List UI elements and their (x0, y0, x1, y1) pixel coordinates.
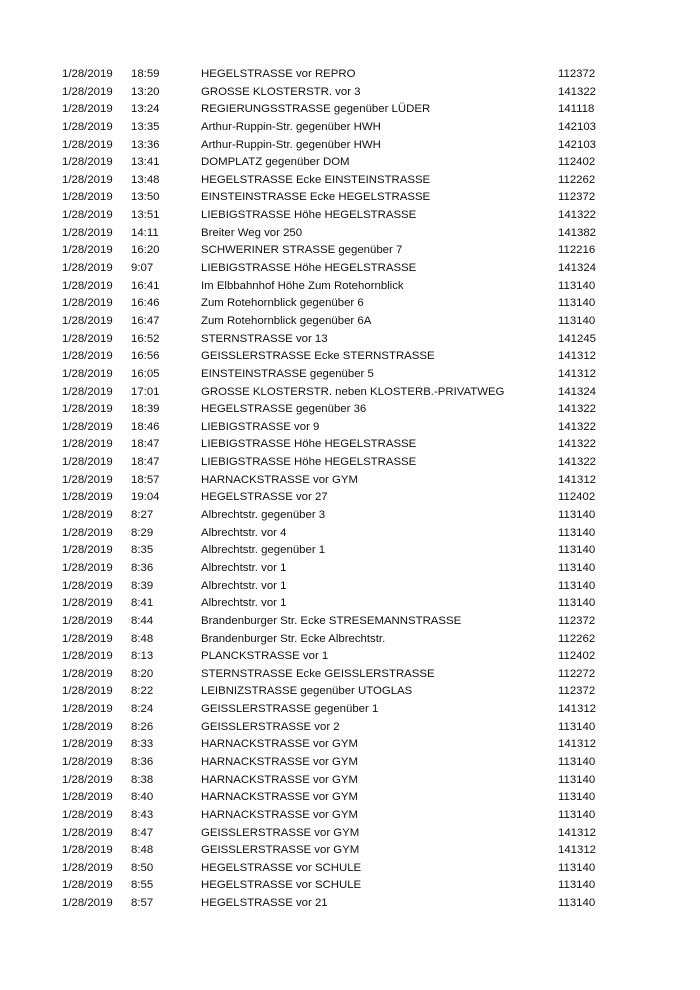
location-cell: LIEBIGSTRASSE Höhe HEGELSTRASSE (201, 209, 417, 222)
date-cell: 1/28/2019 (62, 332, 113, 345)
date-cell: 1/28/2019 (62, 544, 113, 557)
code-cell: 112262 (558, 173, 596, 186)
location-cell: REGIERUNGSSTRASSE gegenüber LÜDER (201, 103, 431, 116)
date-cell: 1/28/2019 (62, 614, 113, 627)
date-cell: 1/28/2019 (62, 509, 113, 522)
code-cell: 112402 (558, 156, 596, 169)
location-cell: Brandenburger Str. Ecke Albrechtstr. (201, 632, 386, 645)
location-cell: GEISSLERSTRASSE gegenüber 1 (201, 703, 379, 716)
code-cell: 141324 (558, 262, 597, 275)
time-cell: 16:52 (131, 332, 160, 345)
time-cell: 8:41 (131, 597, 154, 610)
code-cell: 142103 (558, 120, 597, 133)
time-cell: 8:55 (131, 879, 154, 892)
table-row (62, 860, 622, 878)
time-cell: 8:38 (131, 773, 154, 786)
code-cell: 141118 (558, 103, 595, 116)
time-cell: 8:20 (131, 667, 154, 680)
time-cell: 18:47 (131, 438, 160, 451)
code-cell: 112402 (558, 650, 596, 663)
time-cell: 8:39 (131, 579, 154, 592)
location-cell: LIEBIGSTRASSE vor 9 (201, 420, 320, 433)
location-cell: PLANCKSTRASSE vor 1 (201, 650, 329, 663)
code-cell: 113140 (558, 720, 596, 733)
date-cell: 1/28/2019 (62, 191, 113, 204)
time-cell: 8:26 (131, 720, 154, 733)
time-cell: 13:24 (131, 103, 160, 116)
date-cell: 1/28/2019 (62, 456, 113, 469)
table-row (62, 331, 622, 349)
date-cell: 1/28/2019 (62, 773, 113, 786)
table-row (62, 419, 622, 437)
table-row (62, 877, 622, 895)
date-cell: 1/28/2019 (62, 738, 113, 751)
location-cell: LIEBIGSTRASSE Höhe HEGELSTRASSE (201, 438, 417, 451)
date-cell: 1/28/2019 (62, 138, 113, 151)
table-row (62, 119, 622, 137)
code-cell: 141312 (558, 367, 597, 380)
code-cell: 113140 (558, 861, 596, 874)
code-cell: 113140 (558, 509, 596, 522)
table-row (62, 754, 622, 772)
table-row (62, 101, 622, 119)
location-cell: HEGELSTRASSE Ecke EINSTEINSTRASSE (201, 173, 431, 186)
code-cell: 112372 (558, 68, 596, 80)
time-cell: 8:33 (131, 738, 154, 751)
time-cell: 8:13 (131, 650, 154, 663)
code-cell: 141312 (558, 473, 597, 486)
location-cell: Zum Rotehornblick gegenüber 6 (201, 297, 364, 310)
location-cell: LEIBNIZSTRASSE gegenüber UTOGLAS (201, 685, 413, 698)
date-cell: 1/28/2019 (62, 667, 113, 680)
time-cell: 8:22 (131, 685, 154, 698)
location-cell: GROSSE KLOSTERSTR. neben KLOSTERB.-PRIVATWEG (201, 385, 505, 398)
location-cell: HEGELSTRASSE gegenüber 36 (201, 403, 367, 416)
table-row (62, 436, 622, 454)
table-row (62, 401, 622, 419)
table-row (62, 137, 622, 155)
table-row (62, 489, 622, 507)
location-cell: GEISSLERSTRASSE vor GYM (201, 844, 360, 857)
location-cell: Im Elbbahnhof Höhe Zum Rotehornblick (201, 279, 404, 292)
date-cell: 1/28/2019 (62, 526, 113, 539)
code-cell: 113140 (558, 279, 596, 292)
time-cell: 8:40 (131, 791, 154, 804)
time-cell: 13:36 (131, 138, 160, 151)
code-cell: 113140 (558, 314, 596, 327)
code-cell: 113140 (558, 879, 596, 892)
code-cell: 141322 (558, 403, 597, 416)
table-row (62, 560, 622, 578)
date-cell: 1/28/2019 (62, 156, 113, 169)
date-cell: 1/28/2019 (62, 173, 113, 186)
table-row (62, 772, 622, 790)
code-cell: 141382 (558, 226, 597, 239)
date-cell: 1/28/2019 (62, 120, 113, 133)
location-cell: HARNACKSTRASSE vor GYM (201, 791, 358, 804)
code-cell: 112372 (558, 191, 596, 204)
date-cell: 1/28/2019 (62, 650, 113, 663)
location-cell: LIEBIGSTRASSE Höhe HEGELSTRASSE (201, 456, 417, 469)
table-row (62, 595, 622, 613)
time-cell: 18:46 (131, 420, 160, 433)
table-row (62, 701, 622, 719)
code-cell: 141312 (558, 826, 597, 839)
time-cell: 8:27 (131, 509, 154, 522)
time-cell: 19:04 (131, 491, 160, 504)
date-cell: 1/28/2019 (62, 755, 113, 768)
table-row (62, 842, 622, 860)
location-cell: Arthur-Ruppin-Str. gegenüber HWH (201, 120, 381, 133)
table-row (62, 666, 622, 684)
date-cell: 1/28/2019 (62, 420, 113, 433)
time-cell: 13:51 (131, 209, 160, 222)
location-cell: Breiter Weg vor 250 (201, 226, 303, 239)
table-row (62, 683, 622, 701)
code-cell: 142103 (558, 138, 597, 151)
code-cell: 141322 (558, 420, 597, 433)
location-cell: Albrechtstr. gegenüber 1 (201, 544, 326, 557)
code-cell: 113140 (558, 808, 596, 821)
data-table (62, 66, 622, 913)
code-cell: 141312 (558, 738, 597, 751)
code-cell: 113140 (558, 755, 596, 768)
table-row (62, 260, 622, 278)
table-row (62, 454, 622, 472)
date-cell: 1/28/2019 (62, 703, 113, 716)
date-cell: 1/28/2019 (62, 897, 113, 910)
date-cell: 1/28/2019 (62, 720, 113, 733)
location-cell: HEGELSTRASSE vor REPRO (201, 68, 356, 80)
time-cell: 18:47 (131, 456, 160, 469)
date-cell: 1/28/2019 (62, 685, 113, 698)
date-cell: 1/28/2019 (62, 279, 113, 292)
location-cell: LIEBIGSTRASSE Höhe HEGELSTRASSE (201, 262, 417, 275)
table-row (62, 189, 622, 207)
time-cell: 8:50 (131, 861, 154, 874)
location-cell: HARNACKSTRASSE vor GYM (201, 755, 358, 768)
date-cell: 1/28/2019 (62, 226, 113, 239)
table-row (62, 895, 622, 913)
date-cell: 1/28/2019 (62, 844, 113, 857)
code-cell: 113140 (558, 579, 596, 592)
date-cell: 1/28/2019 (62, 438, 113, 451)
code-cell: 141322 (558, 456, 597, 469)
table-row (62, 242, 622, 260)
time-cell: 8:48 (131, 632, 154, 645)
location-cell: DOMPLATZ gegenüber DOM (201, 156, 350, 169)
table-row (62, 789, 622, 807)
table-row (62, 472, 622, 490)
time-cell: 8:44 (131, 614, 154, 627)
location-cell: Albrechtstr. vor 1 (201, 579, 287, 592)
code-cell: 113140 (558, 526, 596, 539)
time-cell: 14:11 (131, 226, 159, 239)
location-cell: EINSTEINSTRASSE Ecke HEGELSTRASSE (201, 191, 431, 204)
time-cell: 8:36 (131, 561, 154, 574)
time-cell: 16:56 (131, 350, 160, 363)
table-row (62, 507, 622, 525)
date-cell: 1/28/2019 (62, 244, 113, 257)
code-cell: 141245 (558, 332, 597, 345)
table-row (62, 225, 622, 243)
location-cell: Albrechtstr. vor 4 (201, 526, 287, 539)
time-cell: 18:57 (131, 473, 160, 486)
code-cell: 113140 (558, 544, 596, 557)
time-cell: 16:20 (131, 244, 160, 257)
table-row (62, 348, 622, 366)
code-cell: 141312 (558, 703, 597, 716)
table-row (62, 542, 622, 560)
date-cell: 1/28/2019 (62, 367, 113, 380)
code-cell: 113140 (558, 897, 596, 910)
time-cell: 8:24 (131, 703, 154, 716)
table-row (62, 525, 622, 543)
location-cell: HEGELSTRASSE vor 27 (201, 491, 328, 504)
time-cell: 13:41 (131, 156, 160, 169)
location-cell: GEISSLERSTRASSE vor GYM (201, 826, 360, 839)
location-cell: SCHWERINER STRASSE gegenüber 7 (201, 244, 403, 257)
table-row (62, 84, 622, 102)
location-cell: Albrechtstr. vor 1 (201, 561, 287, 574)
location-cell: HEGELSTRASSE vor SCHULE (201, 861, 362, 874)
location-cell: HEGELSTRASSE vor 21 (201, 897, 328, 910)
table-row (62, 207, 622, 225)
time-cell: 13:50 (131, 191, 160, 204)
date-cell: 1/28/2019 (62, 791, 113, 804)
location-cell: STERNSTRASSE Ecke GEISSLERSTRASSE (201, 667, 435, 680)
location-cell: Albrechtstr. vor 1 (201, 597, 287, 610)
date-cell: 1/28/2019 (62, 561, 113, 574)
date-cell: 1/28/2019 (62, 385, 113, 398)
table-row (62, 825, 622, 843)
location-cell: GROSSE KLOSTERSTR. vor 3 (201, 85, 361, 98)
time-cell: 17:01 (131, 385, 160, 398)
table-row (62, 613, 622, 631)
code-cell: 112216 (558, 244, 596, 257)
table-row (62, 384, 622, 402)
time-cell: 16:47 (131, 314, 160, 327)
table-row (62, 313, 622, 331)
time-cell: 18:39 (131, 403, 160, 416)
date-cell: 1/28/2019 (62, 209, 113, 222)
code-cell: 112402 (558, 491, 596, 504)
date-cell: 1/28/2019 (62, 85, 113, 98)
location-cell: HARNACKSTRASSE vor GYM (201, 808, 358, 821)
table-row (62, 295, 622, 313)
code-cell: 113140 (558, 791, 596, 804)
date-cell: 1/28/2019 (62, 879, 113, 892)
time-cell: 9:07 (131, 262, 154, 275)
date-cell: 1/28/2019 (62, 103, 113, 116)
time-cell: 16:46 (131, 297, 160, 310)
date-cell: 1/28/2019 (62, 350, 113, 363)
date-cell: 1/28/2019 (62, 579, 113, 592)
location-cell: GEISSLERSTRASSE vor 2 (201, 720, 340, 733)
table-row (62, 648, 622, 666)
time-cell: 13:20 (131, 85, 160, 98)
location-cell: Zum Rotehornblick gegenüber 6A (201, 314, 372, 327)
date-cell: 1/28/2019 (62, 808, 113, 821)
code-cell: 141322 (558, 438, 597, 451)
date-cell: 1/28/2019 (62, 403, 113, 416)
table-row (62, 66, 622, 84)
time-cell: 8:47 (131, 826, 154, 839)
date-cell: 1/28/2019 (62, 491, 113, 504)
location-cell: GEISSLERSTRASSE Ecke STERNSTRASSE (201, 350, 435, 363)
table-row (62, 578, 622, 596)
code-cell: 141312 (558, 350, 597, 363)
location-cell: HARNACKSTRASSE vor GYM (201, 738, 358, 751)
code-cell: 141322 (558, 209, 597, 222)
code-cell: 112372 (558, 614, 596, 627)
time-cell: 16:41 (131, 279, 160, 292)
code-cell: 112262 (558, 632, 596, 645)
location-cell: HEGELSTRASSE vor SCHULE (201, 879, 362, 892)
date-cell: 1/28/2019 (62, 68, 113, 80)
date-cell: 1/28/2019 (62, 473, 113, 486)
time-cell: 8:57 (131, 897, 154, 910)
code-cell: 141312 (558, 844, 597, 857)
location-cell: Arthur-Ruppin-Str. gegenüber HWH (201, 138, 381, 151)
time-cell: 8:43 (131, 808, 154, 821)
code-cell: 141324 (558, 385, 597, 398)
table-row (62, 366, 622, 384)
date-cell: 1/28/2019 (62, 262, 113, 275)
location-cell: HARNACKSTRASSE vor GYM (201, 773, 358, 786)
table-row (62, 631, 622, 649)
location-cell: Brandenburger Str. Ecke STRESEMANNSTRASSE (201, 614, 462, 627)
date-cell: 1/28/2019 (62, 861, 113, 874)
code-cell: 113140 (558, 297, 596, 310)
location-cell: Albrechtstr. gegenüber 3 (201, 509, 326, 522)
code-cell: 113140 (558, 597, 596, 610)
location-cell: STERNSTRASSE vor 13 (201, 332, 328, 345)
time-cell: 8:29 (131, 526, 154, 539)
time-cell: 8:48 (131, 844, 154, 857)
date-cell: 1/28/2019 (62, 297, 113, 310)
location-cell: HARNACKSTRASSE vor GYM (201, 473, 358, 486)
table-row (62, 736, 622, 754)
table-row (62, 278, 622, 296)
table-row (62, 172, 622, 190)
time-cell: 13:35 (131, 120, 160, 133)
time-cell: 8:36 (131, 755, 154, 768)
time-cell: 13:48 (131, 173, 160, 186)
table-row (62, 719, 622, 737)
date-cell: 1/28/2019 (62, 632, 113, 645)
code-cell: 112272 (558, 667, 596, 680)
table-row (62, 807, 622, 825)
date-cell: 1/28/2019 (62, 826, 113, 839)
time-cell: 8:35 (131, 544, 154, 557)
time-cell: 18:59 (131, 68, 160, 80)
location-cell: EINSTEINSTRASSE gegenüber 5 (201, 367, 374, 380)
time-cell: 16:05 (131, 367, 160, 380)
date-cell: 1/28/2019 (62, 314, 113, 327)
code-cell: 112372 (558, 685, 596, 698)
table-row (62, 154, 622, 172)
code-cell: 113140 (558, 773, 596, 786)
code-cell: 113140 (558, 561, 596, 574)
date-cell: 1/28/2019 (62, 597, 113, 610)
code-cell: 141322 (558, 85, 597, 98)
